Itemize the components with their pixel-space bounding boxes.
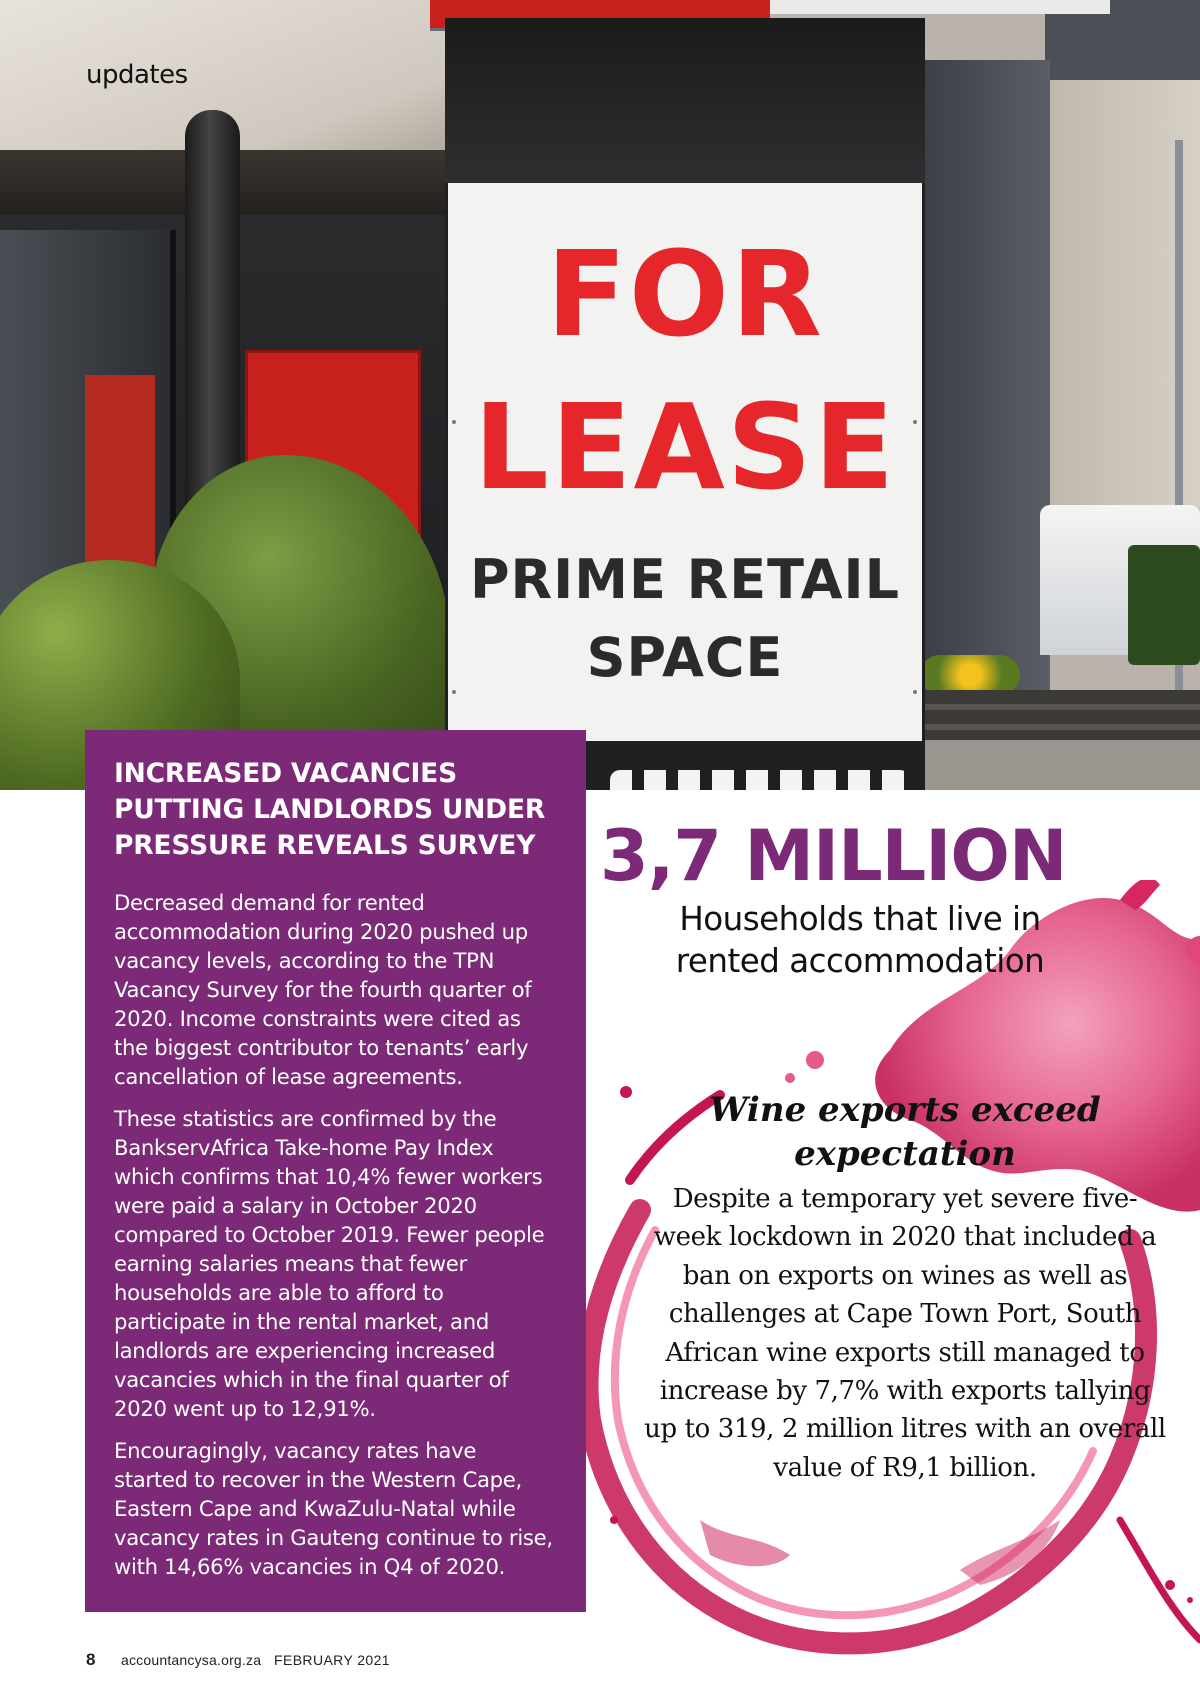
sign-text-lease: LEASE xyxy=(473,378,897,516)
flowers xyxy=(920,655,1020,695)
wine-droplet xyxy=(806,1051,824,1069)
wine-story-body: Despite a temporary yet severe five-week lockdown in 2020 that included a ban on exports on wines as well as challenges at Cape Town Port, South African wine exports still managed to increase by 7,7% with exports tallying up to 319, 2 million litres with an overall value of R9,1 billion. xyxy=(644,1184,1166,1483)
wine-droplet xyxy=(610,1516,618,1524)
section-label: updates xyxy=(86,60,188,90)
screw xyxy=(913,690,917,694)
sign-text-for: FOR xyxy=(546,225,824,363)
website-link[interactable]: accountancysa.org.za xyxy=(121,1652,262,1668)
wine-smear xyxy=(700,1520,790,1566)
sign-text-space: SPACE xyxy=(586,626,784,689)
article-headline: INCREASED VACANCIES PUTTING LANDLORDS UNDER PRESSURE REVEALS SURVEY xyxy=(114,758,546,861)
sign-top-strip xyxy=(770,0,1110,14)
sign-frame-top xyxy=(445,18,925,183)
page-number: 8 xyxy=(86,1650,96,1669)
stat-number: 3,7 MILLION xyxy=(600,815,1067,897)
wine-ring-tail xyxy=(1120,1520,1200,1640)
green-bin xyxy=(1128,545,1200,665)
stat-caption: Households that live in rented accommodation xyxy=(675,900,1045,980)
sign-text-prime-retail: PRIME RETAIL xyxy=(469,548,901,611)
wine-droplet xyxy=(1165,1580,1175,1590)
wine-story-title: Wine exports exceed expectation xyxy=(709,1090,1101,1174)
wine-droplet xyxy=(785,1073,795,1083)
red-cabinet xyxy=(85,375,155,575)
wine-droplet xyxy=(1187,1597,1193,1603)
screw xyxy=(452,690,456,694)
article-box xyxy=(85,730,586,1612)
article-paragraph: Encouragingly, vacancy rates have started to recover in the Western Cape, Eastern Cape and KwaZulu-Natal while vacancy rates in Gauteng continue to rise, with 14,66% vacancies in Q4 of 2020. xyxy=(114,1438,553,1579)
dark-wall xyxy=(920,60,1050,700)
hero-photo xyxy=(0,0,1200,790)
article-paragraph: Decreased demand for rented accommodation during 2020 pushed up vacancy levels, according to the TPN Vacancy Survey for the fourth quarter of 2020. Income constraints were cited as the biggest contributor to tenants’ early cancellation of lease agreements. xyxy=(114,890,532,1089)
article-paragraph: These statistics are confirmed by the BankservAfrica Take-home Pay Index which confirms that 10,4% fewer workers were paid a salary in October 2020 compared to October 2019. Fewer people earning salaries means that fewer households are able to afford to participate in the rental market, and landlords are experiencing increased vacancies which in the final quarter of 2020 went up to 12,91%. xyxy=(114,1106,545,1421)
issue-date: FEBRUARY 2021 xyxy=(274,1652,390,1668)
sign-phone-number-peek xyxy=(610,770,910,790)
wine-droplet xyxy=(620,1086,632,1098)
